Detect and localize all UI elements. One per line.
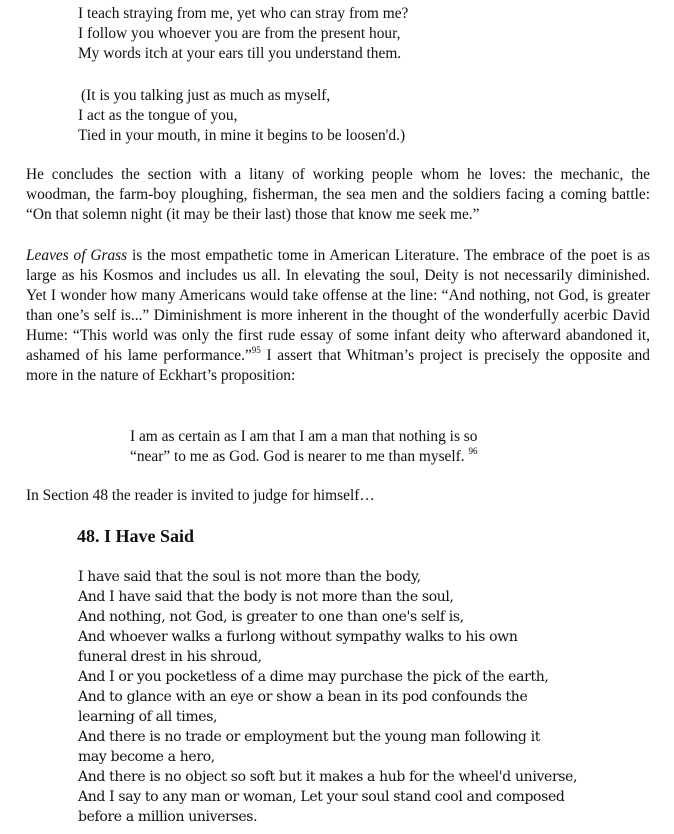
block-quote-line: I am as certain as I am that I am a man that nothing is so — [130, 428, 478, 445]
poem-line: may become a hero, — [78, 749, 215, 765]
section-heading: 48. I Have Said — [77, 526, 195, 546]
body-paragraph: In Section 48 the reader is invited to judge for himself… — [26, 487, 375, 504]
poem-line: And I have said that the body is not more than the soul, — [78, 589, 454, 605]
poem-line: (It is you talking just as much as myself, — [81, 87, 331, 104]
body-paragraph: He concludes the section with a litany of working people whom he loves: the mechanic, the woodman, the farm-boy ploughing, fisherman, the sea men and the soldiers facing a coming battle: “On that solemn night (it may be their last) those that know me seek me.” — [26, 166, 650, 223]
poem-line: I act as the tongue of you, — [78, 107, 238, 124]
book-title: Leaves of Grass — [26, 247, 128, 264]
paragraph-text: is the most empathetic tome in American Literature. The embrace of the poet is as large as his Kosmos and includes us all. In elevating the soul, Deity is not necessarily diminished. Yet I wonder how many Americans would take offense at the line: “And nothing, not God, is greater than one’s self is...” Diminishment is more inherent in the thought of the wonderfully acerbic David Hume: “This world was only the first rude essay of some infant deity who afterward abandoned it, ashamed of his lame performance.” — [26, 247, 651, 364]
poem-line: Tied in your mouth, in mine it begins to be loosen'd.) — [78, 127, 406, 144]
poem-line: funeral drest in his shroud, — [78, 649, 262, 665]
poem-line: And I or you pocketless of a dime may purchase the pick of the earth, — [78, 669, 549, 685]
poem-line: I follow you whoever you are from the present hour, — [78, 25, 401, 42]
paragraph-text: I assert that Whitman’s project is precisely the opposite and more in the nature of Eckhart’s proposition: — [26, 347, 650, 384]
poem-line: I have said that the soul is not more than the body, — [78, 569, 421, 585]
body-paragraph — [26, 246, 650, 386]
footnote-marker: 95 — [251, 345, 261, 355]
poem-line: And I say to any man or woman, Let your soul stand cool and composed — [78, 789, 565, 805]
poem-line: before a million universes. — [78, 809, 258, 825]
poem-line: And whoever walks a furlong without sympathy walks to his own — [78, 629, 518, 645]
poem-line: And to glance with an eye or show a bean in its pod confounds the — [78, 689, 528, 705]
block-quote-line — [130, 447, 478, 467]
poem-line: And there is no object so soft but it makes a hub for the wheel'd universe, — [78, 769, 578, 785]
poem-line: And nothing, not God, is greater to one than one's self is, — [78, 609, 464, 625]
poem-line: My words itch at your ears till you understand them. — [78, 45, 402, 62]
quote-text: “near” to me as God. God is nearer to me than myself. — [130, 448, 465, 465]
poem-line: learning of all times, — [78, 709, 218, 725]
poem-line: And there is no trade or employment but the young man following it — [78, 729, 541, 745]
poem-line: I teach straying from me, yet who can stray from me? — [78, 5, 409, 22]
footnote-marker: 96 — [468, 446, 478, 456]
